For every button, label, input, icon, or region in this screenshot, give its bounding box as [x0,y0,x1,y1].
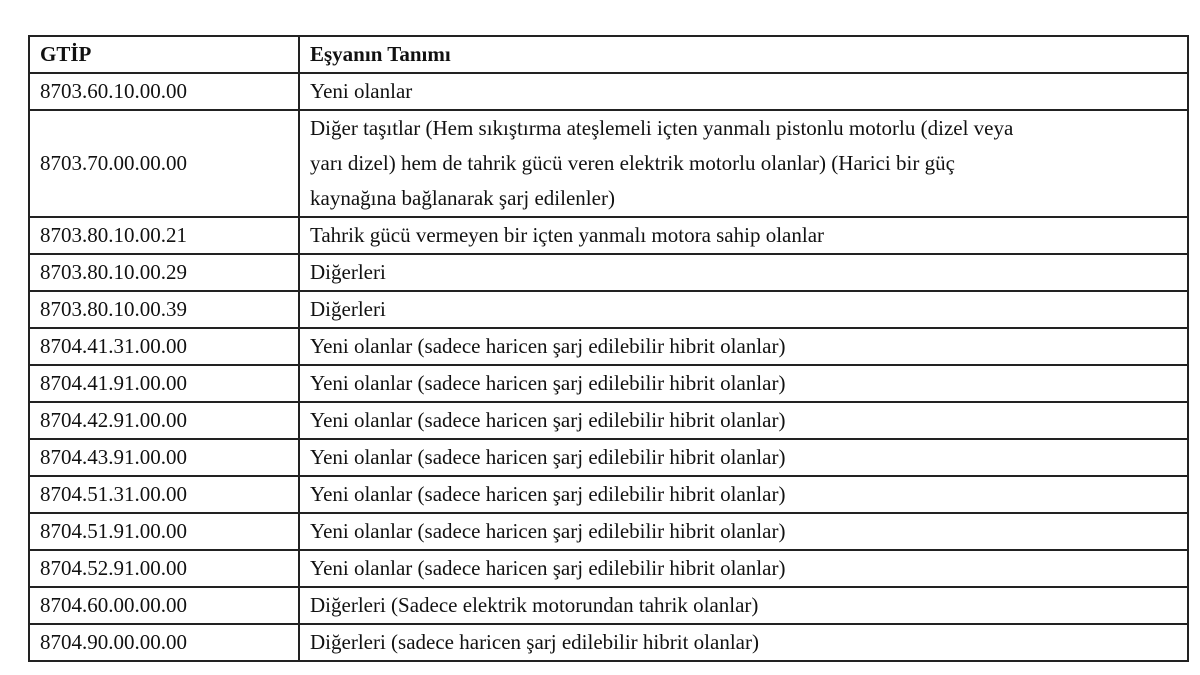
description-cell [299,328,1188,365]
description-cell [299,402,1188,439]
gtip-code-cell: 8704.42.91.00.00 [29,402,299,439]
table-header-row [29,36,1188,73]
table-row [29,439,1188,476]
table-row [29,73,1188,110]
gtip-code-cell: 8703.80.10.00.29 [29,254,299,291]
description-cell [299,217,1188,254]
description-line: Yeni olanlar (sadece haricen şarj edilebilir hibrit olanlar) [310,519,786,543]
description-line: yarı dizel) hem de tahrik gücü veren elektrik motorlu olanlar) (Harici bir güç [310,151,955,175]
description-cell [299,73,1188,110]
table-row [29,550,1188,587]
description-line: Diğer taşıtlar (Hem sıkıştırma ateşlemeli içten yanmalı pistonlu motorlu (dizel veya [310,116,1014,140]
gtip-code-cell: 8703.80.10.00.39 [29,291,299,328]
gtip-code-cell: 8704.41.91.00.00 [29,365,299,402]
description-line: Diğerleri (Sadece elektrik motorundan tahrik olanlar) [310,593,759,617]
description-line: Diğerleri (sadece haricen şarj edilebilir hibrit olanlar) [310,630,759,654]
description-line: Yeni olanlar (sadece haricen şarj edilebilir hibrit olanlar) [310,445,786,469]
description-cell [299,291,1188,328]
gtip-table [28,35,1189,662]
description-cell [299,624,1188,661]
gtip-code-cell: 8704.43.91.00.00 [29,439,299,476]
table-row [29,624,1188,661]
description-line: Yeni olanlar (sadece haricen şarj edilebilir hibrit olanlar) [310,482,786,506]
description-cell [299,439,1188,476]
table-row [29,365,1188,402]
gtip-code-cell: 8703.60.10.00.00 [29,73,299,110]
gtip-code-cell: 8703.80.10.00.21 [29,217,299,254]
description-cell [299,476,1188,513]
table-row [29,291,1188,328]
gtip-code-cell: 8704.52.91.00.00 [29,550,299,587]
table-row [29,328,1188,365]
description-line: Yeni olanlar (sadece haricen şarj edilebilir hibrit olanlar) [310,334,786,358]
description-cell [299,110,1188,217]
gtip-code-cell: 8704.41.31.00.00 [29,328,299,365]
description-line: Diğerleri [310,297,386,321]
description-line: Yeni olanlar (sadece haricen şarj edilebilir hibrit olanlar) [310,556,786,580]
description-line: Yeni olanlar [310,79,413,103]
header-description: Eşyanın Tanımı [299,36,1188,73]
description-line: Tahrik gücü vermeyen bir içten yanmalı motora sahip olanlar [310,223,825,247]
description-cell [299,365,1188,402]
description-line: Diğerleri [310,260,386,284]
description-line: kaynağına bağlanarak şarj edilenler) [310,186,615,210]
table-row [29,217,1188,254]
header-gtip: GTİP [29,36,299,73]
description-cell [299,513,1188,550]
description-cell [299,587,1188,624]
gtip-code-cell: 8704.60.00.00.00 [29,587,299,624]
description-line: Yeni olanlar (sadece haricen şarj edilebilir hibrit olanlar) [310,371,786,395]
gtip-code-cell: 8704.51.31.00.00 [29,476,299,513]
table-row [29,513,1188,550]
table-row [29,476,1188,513]
description-cell [299,550,1188,587]
table-row [29,587,1188,624]
table-row [29,254,1188,291]
table-row [29,110,1188,217]
gtip-code-cell: 8704.90.00.00.00 [29,624,299,661]
description-line: Yeni olanlar (sadece haricen şarj edilebilir hibrit olanlar) [310,408,786,432]
description-cell [299,254,1188,291]
gtip-code-cell: 8703.70.00.00.00 [29,110,299,217]
table-row [29,402,1188,439]
gtip-code-cell: 8704.51.91.00.00 [29,513,299,550]
